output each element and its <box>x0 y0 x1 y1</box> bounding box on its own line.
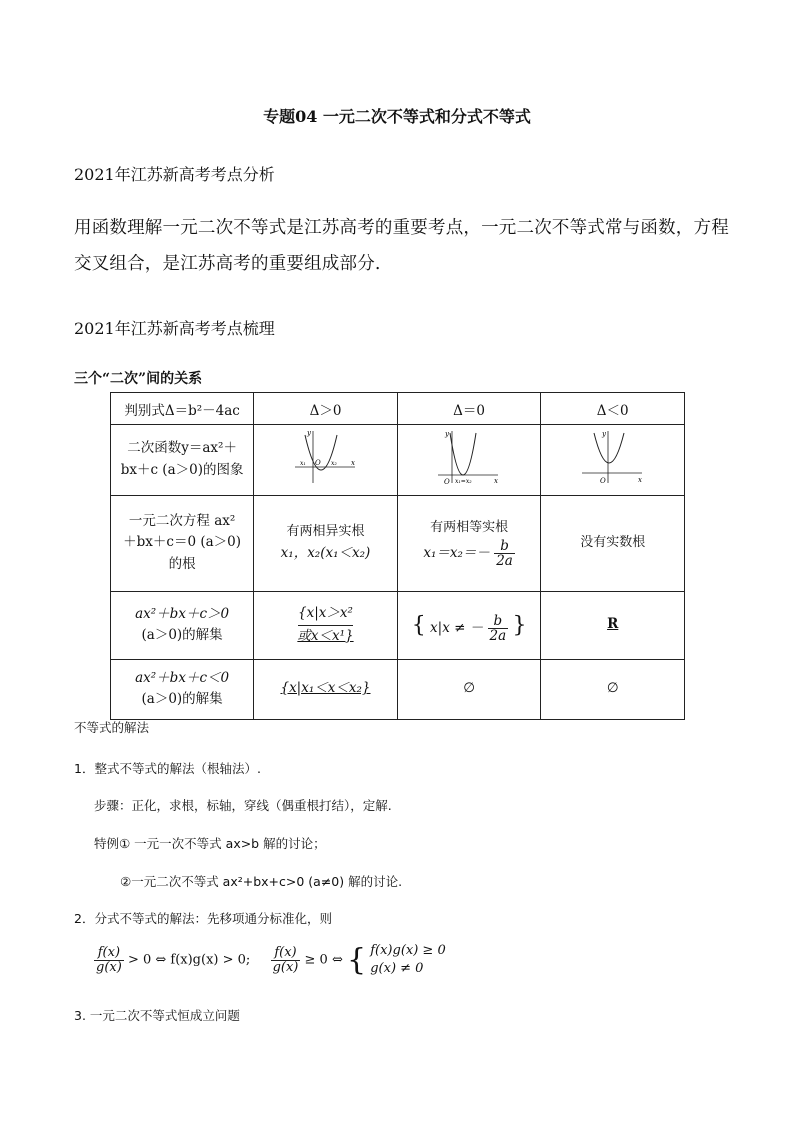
system-condition-2: g(x) ≠ 0 <box>370 961 424 976</box>
table-cell: Δ＜0 <box>541 393 685 425</box>
relation-title: 三个“二次”间的关系 <box>74 371 203 387</box>
table-row <box>111 393 685 425</box>
parabola-double-root-graph <box>434 427 504 485</box>
root-label-x1x2: x₁=x₂ <box>455 478 472 485</box>
table-cell <box>254 495 398 591</box>
fraction-numerator: b <box>494 539 515 554</box>
fraction-numerator: f(x) <box>271 946 301 961</box>
graph-row-label-line2: bx＋c (a＞0)的图象 <box>120 461 244 478</box>
fraction-numerator: f(x) <box>94 946 124 961</box>
origin-label: O <box>444 478 450 485</box>
section-heading-review: 2021年江苏新高考考点梳理 <box>74 319 275 338</box>
table-cell <box>397 425 541 496</box>
rule2-tail: ≥ 0 ⇔ <box>304 952 343 968</box>
table-cell: Δ＞0 <box>254 393 398 425</box>
axis-label-y: y <box>601 430 606 438</box>
fraction-denominator: 2a <box>489 627 507 644</box>
graph-row-label-line1: 二次函数y＝ax²＋ <box>127 440 237 457</box>
all-reals-symbol: R <box>607 616 619 633</box>
parabola-two-roots-graph <box>291 427 361 485</box>
special-case-2: ②一元二次不等式 ax²+bx+c>0 (a≠0) 解的讨论. <box>120 874 403 889</box>
gt-row-label-line1: ax²＋bx＋c＞0 <box>135 605 230 622</box>
table-row <box>111 495 685 591</box>
table-cell <box>541 591 685 659</box>
page-title: 专题04 一元二次不等式和分式不等式 <box>263 107 531 126</box>
fraction-denominator: g(x) <box>272 959 299 975</box>
table-cell <box>111 425 254 496</box>
fraction-f-over-g <box>271 946 301 975</box>
table-cell <box>541 425 685 496</box>
table-cell: Δ＝0 <box>397 393 541 425</box>
fraction-denominator: g(x) <box>96 959 122 975</box>
table-cell <box>111 591 254 659</box>
section-heading-analysis: 2021年江苏新高考考点分析 <box>74 165 275 184</box>
fraction-b-2a <box>494 539 515 568</box>
axis-label-x: x <box>637 476 642 484</box>
special-case-1: 特例① 一元一次不等式 ax>b 解的讨论； <box>94 836 326 851</box>
origin-label: O <box>314 459 321 467</box>
table-cell <box>254 591 398 659</box>
fraction-numerator: b <box>488 614 509 629</box>
method-item-2: 2．分式不等式的解法：先移项通分标准化，则 <box>74 911 332 926</box>
analysis-paragraph: 用函数理解一元二次不等式是江苏高考的重要考点，一元二次不等式常与函数，方程交叉组合，是江苏高考的重要组成部分. <box>74 218 729 274</box>
gt-double-root-set: x|x ≠ － <box>430 619 484 636</box>
table-cell <box>111 659 254 719</box>
lt-row-label-line1: ax²＋bx＋c＜0 <box>135 669 230 686</box>
methods-heading: 不等式的解法 <box>74 720 150 735</box>
table-cell: 判别式Δ＝b²－4ac <box>111 393 254 425</box>
gt-row-label-line2: (a＞0)的解集 <box>141 627 223 644</box>
two-roots-formula: x₁，x₂(x₁＜x₂) <box>280 544 371 561</box>
gt-solution-line2: 或x＜x¹} <box>297 627 354 644</box>
brace-right: } <box>512 612 527 638</box>
table-row <box>111 659 685 719</box>
fraction-f-over-g <box>94 946 124 975</box>
relation-table <box>110 392 685 720</box>
system-conditions <box>370 942 446 978</box>
fraction-rules <box>94 942 446 978</box>
gt-solution-line1: {x|x＞x² <box>298 603 353 626</box>
table-row <box>111 591 685 659</box>
table-row <box>111 425 685 496</box>
table-cell: ∅ <box>541 659 685 719</box>
lt-solution: {x|x₁＜x＜x₂} <box>280 680 371 697</box>
table-cell <box>254 425 398 496</box>
fraction-b-2a <box>488 614 509 643</box>
table-cell <box>397 495 541 591</box>
method-item-3: 3. 一元二次不等式恒成立问题 <box>74 1008 240 1023</box>
origin-label: O <box>599 477 606 485</box>
table-cell <box>111 495 254 591</box>
system-condition-1: f(x)g(x) ≥ 0 <box>370 943 446 958</box>
equal-roots-formula <box>402 539 537 568</box>
root-row-label-line2: ＋bx＋c＝0 (a＞0) <box>123 534 242 551</box>
lt-row-label-line2: (a＞0)的解集 <box>141 691 223 708</box>
table-cell: ∅ <box>397 659 541 719</box>
equal-roots-text: 有两相等实根 <box>430 520 509 536</box>
axis-label-y: y <box>306 429 311 437</box>
table-cell: 没有实数根 <box>541 495 685 591</box>
two-roots-text: 有两相异实根 <box>286 523 365 539</box>
axis-label-x: x <box>494 477 499 485</box>
root-label-x2: x₂ <box>330 460 337 467</box>
fraction-denominator: 2a <box>496 552 513 569</box>
method-steps: 步骤：正化，求根，标轴，穿线（偶重根打结），定解. <box>94 798 392 813</box>
root-label-x1: x₁ <box>299 460 306 467</box>
system-brace: { <box>346 942 367 978</box>
table-cell <box>254 659 398 719</box>
axis-label-x: x <box>350 459 355 467</box>
root-row-label-line3: 的根 <box>168 555 196 572</box>
brace-left: { <box>411 612 426 638</box>
method-item-1: 1．整式不等式的解法（根轴法）. <box>74 761 261 776</box>
table-cell <box>397 591 541 659</box>
axis-label-y: y <box>445 430 450 438</box>
rule1-tail: > 0 ⇔ f(x)g(x) > 0; <box>127 952 251 968</box>
root-row-label-line1: 一元二次方程 ax² <box>128 512 236 529</box>
parabola-no-root-graph <box>578 427 648 485</box>
equal-roots-lhs: x₁＝x₂＝－ <box>423 544 490 561</box>
